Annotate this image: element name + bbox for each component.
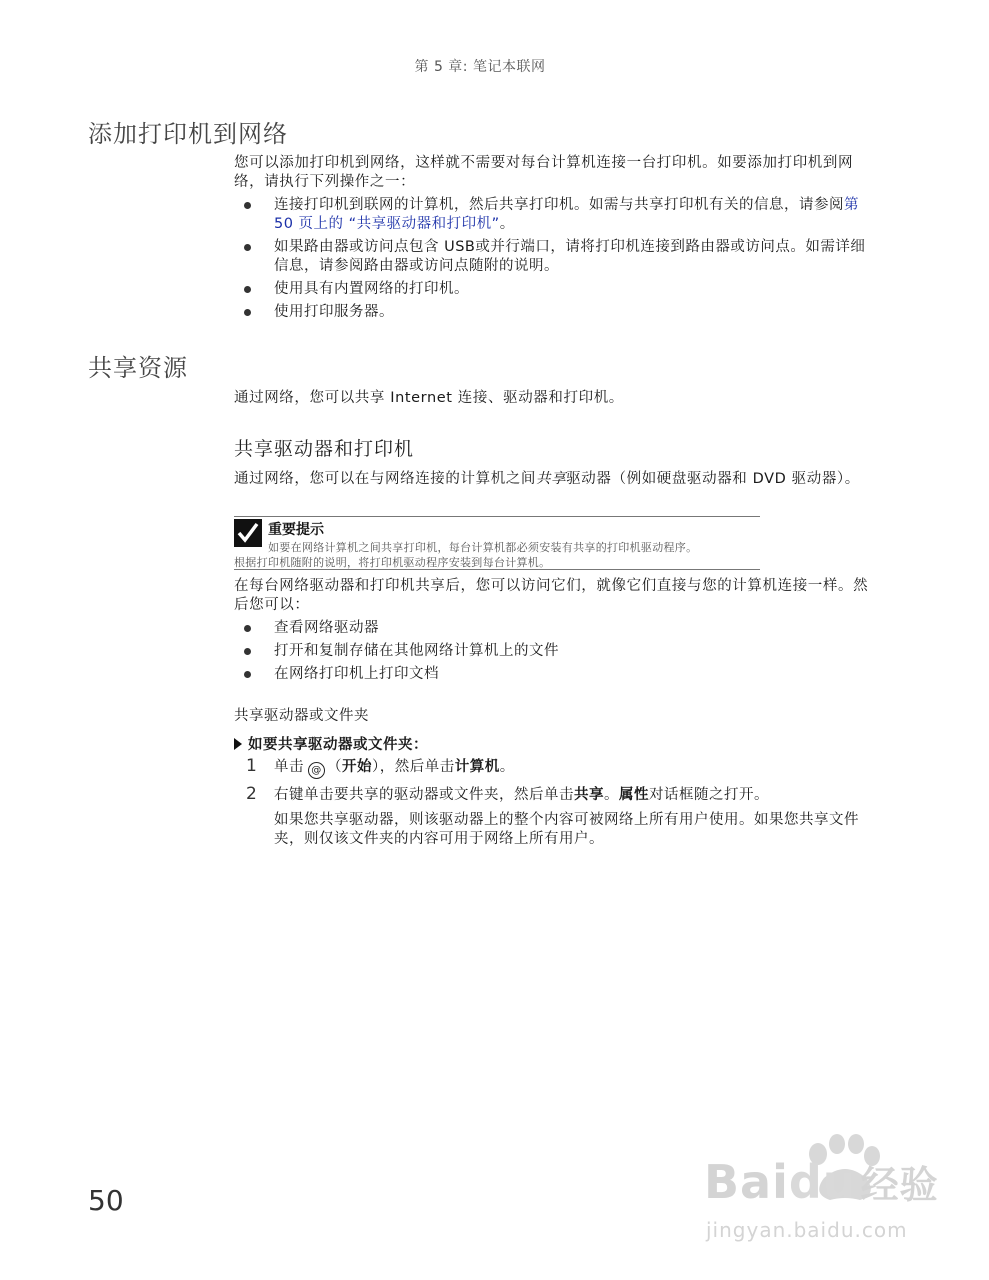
add-printer-intro: 您可以添加打印机到网络，这样就不需要对每台计算机连接一台打印机。如要添加打印机到网络，请执行下列操作之一： — [234, 155, 854, 190]
windows-start-icon: @ — [308, 762, 325, 779]
share-drives-intro: 通过网络，您可以在与网络连接的计算机之间共享驱动器（例如硬盘驱动器和 DVD 驱动器）。 — [234, 471, 860, 487]
bullet-icon — [244, 648, 251, 655]
list-item: 查看网络驱动器 — [234, 619, 874, 638]
triangle-right-icon — [234, 738, 242, 750]
bullet-icon — [244, 286, 251, 293]
bullet-text: 如果路由器或访问点包含 USB或并行端口，请将打印机连接到路由器或访问点。如需详细信息，请参阅路由器或访问点随附的说明。 — [274, 239, 866, 274]
bullet-icon — [244, 625, 251, 632]
list-item — [234, 196, 874, 234]
network-actions-list — [234, 619, 874, 684]
checkmark-icon — [234, 519, 262, 547]
add-printer-options — [234, 196, 874, 322]
list-item — [234, 303, 874, 322]
note-text-line1: 如要在网络计算机之间共享打印机，每台计算机都必须安装有共享的打印机驱动程序。 — [268, 541, 698, 554]
important-note — [234, 516, 760, 570]
bullet-text: 使用具有内置网络的打印机。 — [274, 281, 469, 297]
subsection-heading-share-drives: 共享驱动器和打印机 — [234, 438, 415, 460]
after-share-text: 在每台网络驱动器和打印机共享后，您可以访问它们，就像它们直接与您的计算机连接一样。然后您可以： — [234, 578, 869, 613]
note-title: 重要提示 — [268, 522, 324, 538]
bullet-icon — [244, 309, 251, 316]
bullet-icon — [244, 202, 251, 209]
list-item — [234, 238, 874, 276]
section-heading-add-printer: 添加打印机到网络 — [88, 120, 288, 148]
bullet-text: 使用打印服务器。 — [274, 304, 394, 320]
step-2-text: 右键单击要共享的驱动器或文件夹，然后单击共享。属性对话框随之打开。 — [274, 787, 769, 803]
watermark-url: jingyan.baidu.com — [706, 1218, 908, 1242]
list-item: 在网络打印机上打印文档 — [234, 665, 874, 684]
step-2-note: 如果您共享驱动器，则该驱动器上的整个内容可被网络上所有用户使用。如果您共享文件夹，则仅该文件夹的内容可用于网络上所有用户。 — [274, 812, 859, 847]
step-number-2: 2 — [246, 784, 257, 804]
bullet-icon — [244, 671, 251, 678]
cross-reference-link[interactable]: 第 50 页上的 “共享驱动器和打印机” — [274, 197, 859, 232]
bullet-icon — [244, 244, 251, 251]
step-1-text: 单击 @ （开始），然后单击计算机。 — [274, 758, 874, 779]
baidu-watermark — [700, 1128, 950, 1258]
share-resources-intro: 通过网络，您可以共享 Internet 连接、驱动器和打印机。 — [234, 390, 624, 406]
procedure-title: 如要共享驱动器或文件夹： — [234, 733, 428, 754]
list-item — [234, 280, 874, 299]
watermark-brand: Baidu 经验 — [704, 1155, 939, 1209]
note-text-line2: 根据打印机随附的说明，将打印机驱动程序安装到每台计算机。 — [234, 556, 551, 569]
procedure-label: 共享驱动器或文件夹 — [234, 708, 369, 724]
step-number-1: 1 — [246, 756, 257, 776]
page-number: 50 — [88, 1184, 124, 1217]
bullet-text: 连接打印机到联网的计算机，然后共享打印机。如需与共享打印机有关的信息，请参阅 — [274, 197, 844, 213]
list-item: 打开和复制存储在其他网络计算机上的文件 — [234, 642, 874, 661]
running-head: 第 5 章: 笔记本联网 — [414, 59, 546, 75]
bullet-tail: 。 — [499, 216, 515, 232]
section-heading-share-resources: 共享资源 — [88, 354, 188, 382]
